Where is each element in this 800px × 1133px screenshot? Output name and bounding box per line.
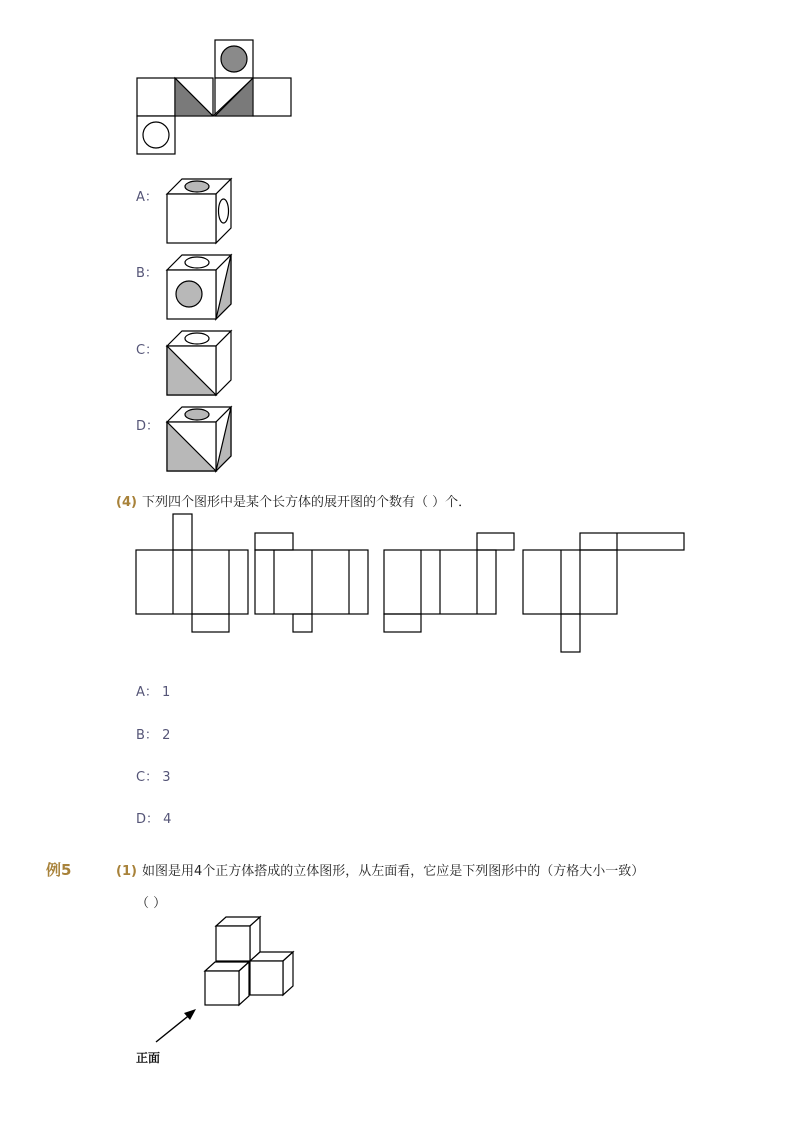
question-text: 如图是用4个正方体搭成的立体图形，从左面看，它应是下列图形中的（方格大小一致） <box>142 864 645 879</box>
net-3 <box>384 533 514 632</box>
option-d-cube[interactable] <box>163 403 235 475</box>
net-1 <box>136 514 248 632</box>
stacked-cubes-figure <box>148 912 298 1052</box>
question-number: (4) <box>116 495 137 510</box>
front-label: 正面 <box>136 1051 161 1065</box>
question-number: (1) <box>116 864 137 879</box>
option-b-cube[interactable] <box>163 251 235 323</box>
question-4 <box>116 491 471 510</box>
q4-option-b[interactable]: B： 2 <box>136 728 171 743</box>
example-label: 例5 <box>46 861 72 879</box>
example5-question-1 <box>116 860 644 879</box>
option-a-label: A： <box>136 190 158 205</box>
option-c-label: C： <box>136 343 159 358</box>
option-a-cube[interactable] <box>163 175 235 247</box>
option-d-label: D： <box>136 419 160 434</box>
q4-option-a[interactable]: A： 1 <box>136 685 171 700</box>
q4-option-c[interactable]: C： 3 <box>136 770 171 785</box>
net-4 <box>523 533 684 652</box>
question-text: 下列四个图形中是某个长方体的展开图的个数有（ ）个． <box>142 495 472 510</box>
cube-net-figure <box>130 34 300 162</box>
box-nets-figure <box>130 510 690 658</box>
answer-blank: （ ） <box>136 896 167 911</box>
option-b-label: B： <box>136 266 158 281</box>
option-c-cube[interactable] <box>163 327 235 399</box>
q4-option-d[interactable]: D： 4 <box>136 812 172 827</box>
net-2 <box>255 533 368 632</box>
